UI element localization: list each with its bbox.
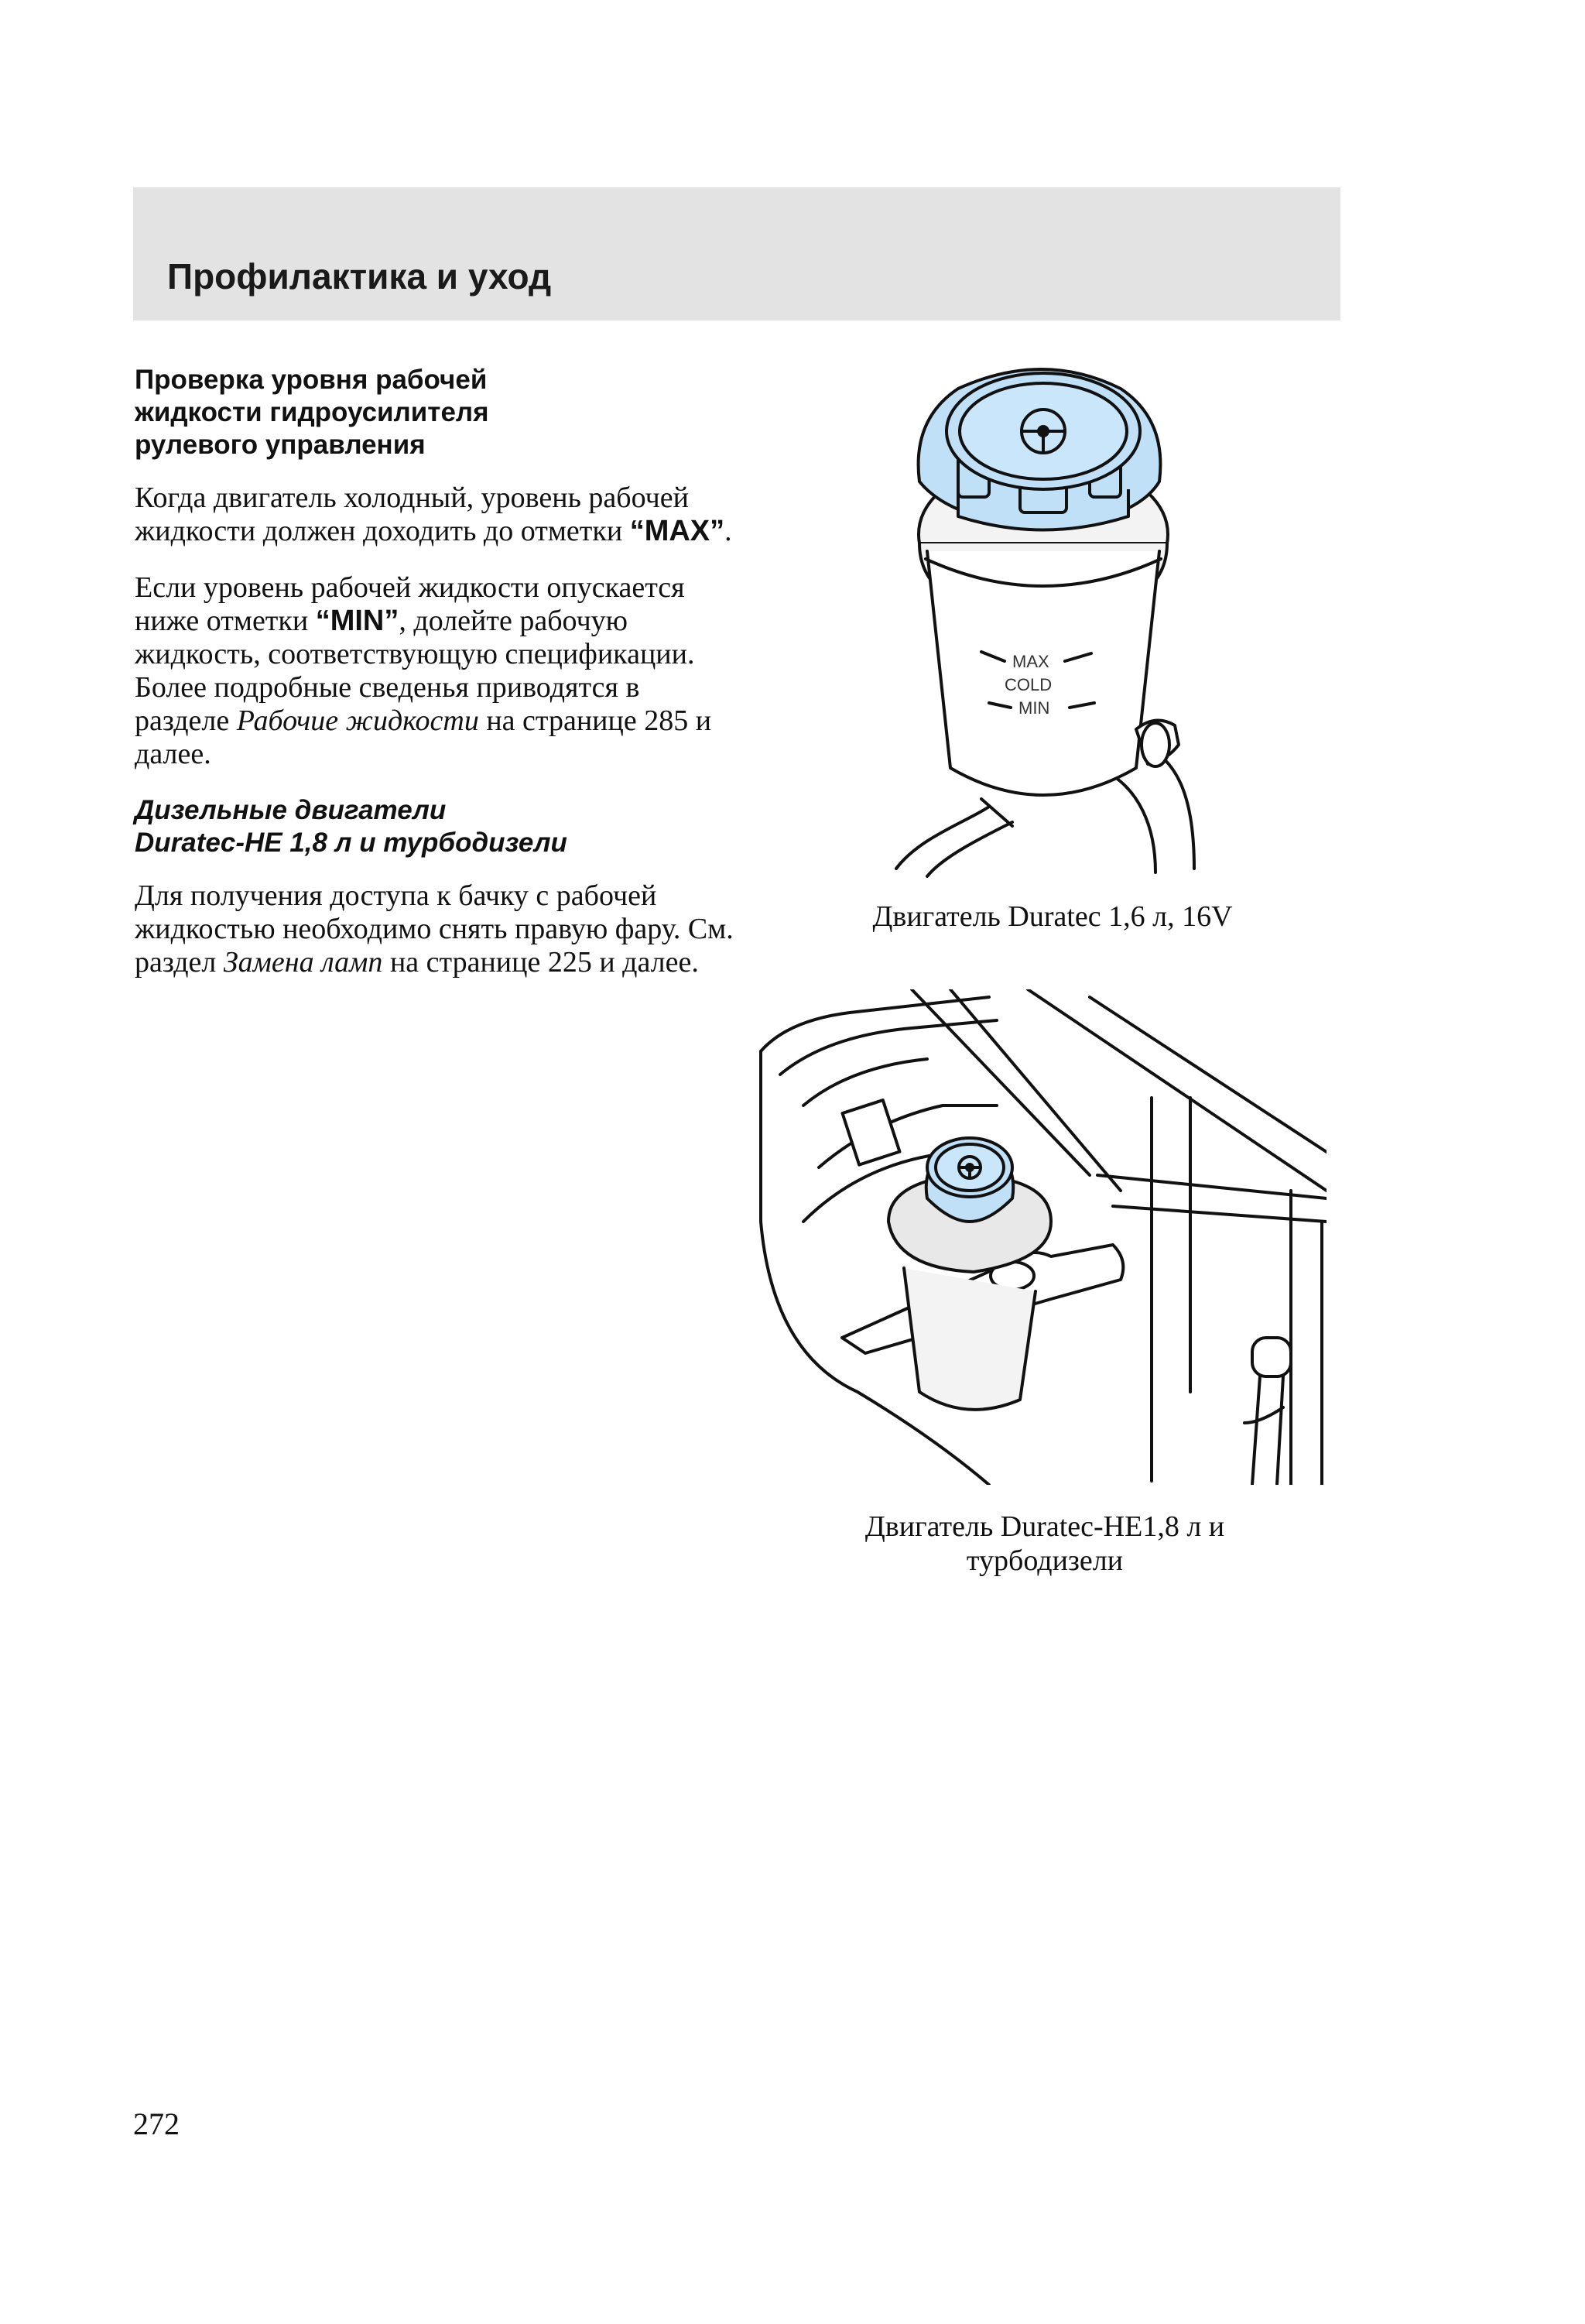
heading-line: жидкости гидроусилителя — [135, 397, 489, 427]
page-number: 272 — [133, 2106, 180, 2141]
reservoir-cap-icon — [926, 1138, 1014, 1222]
caption-line: турбодизели — [966, 1544, 1124, 1577]
main-text-column — [135, 364, 738, 1003]
max-mark-label: “MAX” — [629, 515, 725, 547]
engine-bay-illustration-duratec-he — [757, 989, 1327, 1485]
cold-level-label: COLD — [1005, 675, 1053, 694]
reservoir-illustration-duratec — [888, 358, 1198, 884]
para-text: , долейте рабочую жидкость, соответствующую спецификации. Более подробные сведенья приводятся в разделе — [135, 605, 695, 737]
reservoir-cap-icon — [919, 369, 1161, 530]
heading-line: Дизельные двигатели — [135, 795, 447, 825]
paragraph-min-level — [135, 571, 738, 771]
caption-line: Двигатель Duratec-HE1,8 л и — [864, 1510, 1225, 1543]
section-heading-diesel — [135, 794, 738, 859]
figure1-caption: Двигатель Duratec 1,6 л, 16V — [872, 900, 1233, 933]
para-text: на странице 285 и далее. — [135, 704, 712, 770]
min-mark-label: “MIN” — [315, 605, 399, 637]
para-text: Для получения доступа к бачку с рабочей жидкостью необходимо снять правую фару. См. раздел — [135, 879, 734, 979]
paragraph-cold-level — [135, 482, 738, 548]
header-band — [133, 187, 1340, 320]
cross-reference-fluids: Рабочие жидкости — [236, 704, 479, 737]
para-text: Когда двигатель холодный, уровень рабочей жидкости должен доходить до отметки — [135, 482, 689, 547]
max-level-label: MAX — [1012, 652, 1049, 671]
page-title: Профилактика и уход — [167, 256, 552, 296]
para-text: . — [724, 515, 732, 547]
para-text: Если уровень рабочей жидкости опускается ниже отметки — [135, 571, 685, 637]
heading-line: рулевого управления — [135, 430, 426, 460]
section-heading-power-steering — [135, 364, 738, 461]
figure2-caption — [797, 1510, 1292, 1578]
heading-line: Duratec-HE 1,8 л и турбодизели — [135, 828, 567, 858]
para-text: на странице 225 и далее. — [382, 946, 699, 979]
heading-line: Проверка уровня рабочей — [135, 365, 488, 395]
paragraph-headlamp-removal — [135, 879, 738, 979]
cross-reference-lamps: Замена ламп — [223, 946, 383, 979]
min-level-label: MIN — [1018, 698, 1050, 718]
